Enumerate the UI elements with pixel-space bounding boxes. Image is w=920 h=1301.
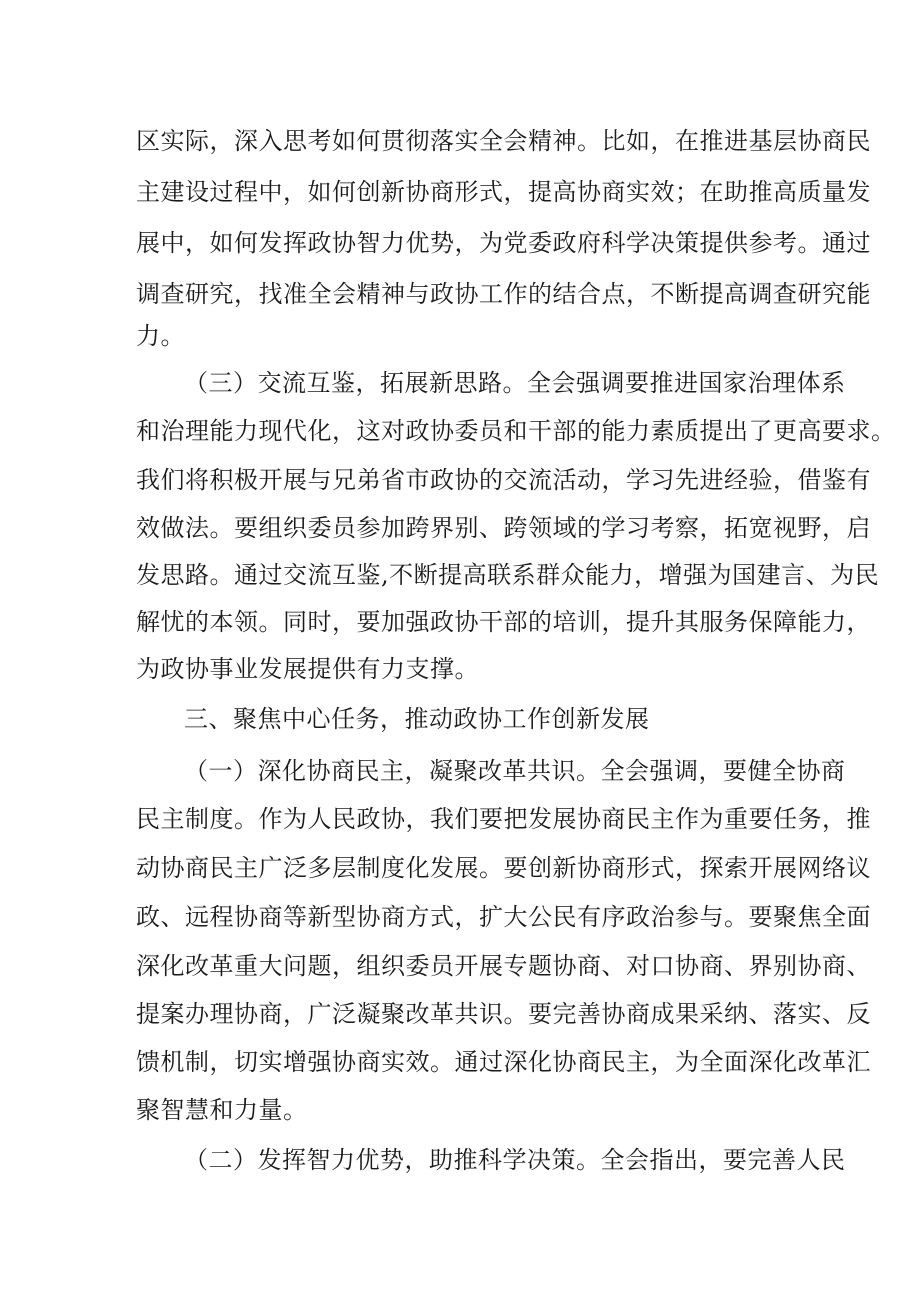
paragraph-line: 效做法。要组织委员参加跨界别、跨领域的学习考察，拓宽视野，启 [136,514,871,542]
paragraph-line: 展中，如何发挥政协智力优势，为党委政府科学决策提供参考。通过 [136,229,871,257]
paragraph-line: 调查研究，找准全会精神与政协工作的结合点，不断提高调查研究能 [136,280,871,308]
subsection-heading-line: （三）交流互鉴，拓展新思路。全会强调要推进国家治理体系 [184,369,846,397]
paragraph-line: 区实际，深入思考如何贯彻落实全会精神。比如，在推进基层协商民 [136,127,871,155]
paragraph-line: 动协商民主广泛多层制度化发展。要创新协商形式，探索开展网络议 [136,854,871,882]
paragraph-line: 我们将积极开展与兄弟省市政协的交流活动，学习先进经验，借鉴有 [136,466,871,494]
paragraph-line: 为政协事业发展提供有力支撑。 [136,655,479,683]
subsection-heading-line: （一）深化协商民主，凝聚改革共识。全会强调，要健全协商 [184,757,846,785]
paragraph-line: 聚智慧和力量。 [136,1096,308,1124]
section-heading: 三、聚焦中心任务，推动政协工作创新发展 [184,705,650,733]
paragraph-line: 力。 [136,322,185,350]
paragraph-line: 和治理能力现代化，这对政协委员和干部的能力素质提出了更高要求。 [136,417,896,445]
subsection-heading-line: （二）发挥智力优势，助推科学决策。全会指出，要完善人民 [184,1146,846,1174]
paragraph-line: 主建设过程中，如何创新协商形式，提高协商实效；在助推高质量发 [136,178,871,206]
paragraph-line: 政、远程协商等新型协商方式，扩大公民有序政治参与。要聚焦全面 [136,903,871,931]
paragraph-line: 馈机制，切实增强协商实效。通过深化协商民主，为全面深化改革汇 [136,1048,871,1076]
paragraph-line: 解忧的本领。同时，要加强政协干部的培训，提升其服务保障能力， [136,608,871,636]
paragraph-line: 发思路。通过交流互鉴,不断提高联系群众能力，增强为国建言、为民 [136,561,880,589]
paragraph-line: 提案办理协商，广泛凝聚改革共识。要完善协商成果采纳、落实、反 [136,1000,871,1028]
paragraph-line: 深化改革重大问题，组织委员开展专题协商、对口协商、界别协商、 [136,952,871,980]
paragraph-line: 民主制度。作为人民政协，我们要把发展协商民主作为重要任务，推 [136,805,871,833]
